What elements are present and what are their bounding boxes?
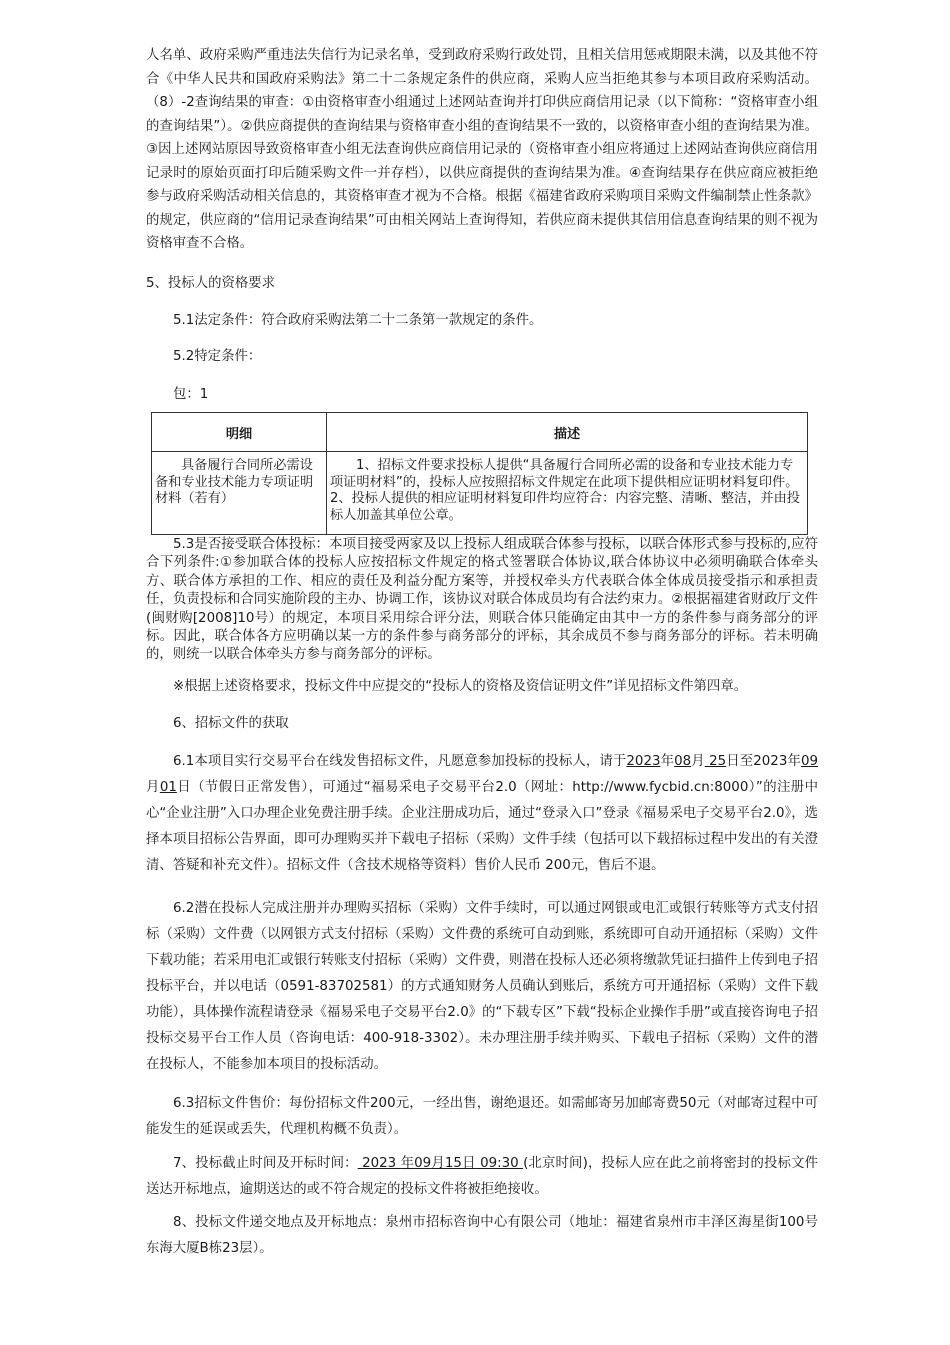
deadline-month: 09 — [414, 1156, 432, 1171]
deadline-time: 09:30 — [475, 1156, 524, 1171]
item-5-1: 5.1法定条件：符合政府采购法第二十二条第一款规定的条件。 — [173, 313, 543, 328]
section5-heading: 5、投标人的资格要求 — [146, 276, 276, 291]
deadline-month-sep: 月 — [431, 1156, 445, 1171]
section8-location: 8、投标文件递交地点及开标地点：泉州市招标咨询中心有限公司（地址：福建省泉州市丰泽区海星街100号东海大厦B栋23层）。 — [146, 1215, 818, 1256]
end-day: 01 — [159, 780, 177, 795]
table-header-row — [152, 413, 808, 452]
table-cell-desc: 1、招标文件要求投标人提供“具备履行合同所必需的设备和专业技术能力专项证明材料”的，投标人应按照招标文件规定在此项下提供相应证明材料复印件。 2、投标人提供的相应证明材料复印件均应符合：内容完整、清晰、整洁，并由投标人加盖其单位公章。 — [327, 452, 808, 535]
deadline-year: 2023 — [357, 1156, 401, 1171]
end-month: 09 — [800, 754, 818, 769]
table-header-desc: 描述 — [327, 413, 808, 452]
section7-rest: (北京时间)，投标人应在此之前将密封的投标文件送达开标地点，逾期送达的或不符合规定的投标文件将被拒绝接收。 — [146, 1156, 819, 1197]
item-6-1-rest: 日（节假日正常发售），可通过“福易采电子交易平台2.0（网址：http://www.fycbid.cn:8000）”的注册中心“企业注册”入口办理企业免费注册手续。企业注册成功后，通过“登录入口”登录《福易采电子交易平台2.0》，选择本项目招标公告界面，即可办理购买并下载电子招标（采购）文件手续（包括可以下载招标过程中发出的有关澄清、答疑和补充文件）。招标文件（含技术规格等资料）售价人民币 200元，售后不退。 — [146, 780, 819, 873]
package-label: 包：1 — [173, 387, 209, 402]
deadline-year-sep: 年 — [400, 1156, 415, 1171]
qualification-table — [151, 412, 808, 535]
table-row — [152, 452, 808, 535]
year-sep: 年 — [660, 754, 675, 769]
item-6-3: 6.3招标文件售价：每份招标文件200元，一经出售，谢绝退还。如需邮寄另加邮寄费50元（对邮寄过程中可能发生的延误或丢失，代理机构概不负责）。 — [146, 1096, 818, 1137]
table-cell-detail: 具备履行合同所必需设备和专业技术能力专项证明材料（若有） — [152, 452, 327, 535]
item-5-2: 5.2特定条件： — [173, 349, 262, 364]
section7-deadline — [146, 1151, 818, 1203]
qualification-note: ※根据上述资格要求，投标文件中应提交的“投标人的资格及资信证明文件”详见招标文件第四章。 — [173, 679, 748, 694]
deadline-day: 15 — [444, 1156, 462, 1171]
range-sep: 日至2023年 — [726, 754, 801, 769]
section7-label: 7、投标截止时间及开标时间： — [173, 1156, 358, 1171]
month-sep-2: 月 — [146, 780, 160, 795]
start-day: 25 — [704, 754, 727, 769]
item-6-1-text: 6.1本项目实行交易平台在线发售招标文件，凡愿意参加投标的投标人，请于 — [173, 754, 627, 769]
item-5-3: 5.3是否接受联合体投标：本项目接受两家及以上投标人组成联合体参与投标，以联合体形式参与投标的,应符合下列条件:①参加联合体的投标人应按招标文件规定的格式签署联合体协议,联合体协议中必须明确联合体牵头方、联合体方承担的工作、相应的责任及利益分配方案等，并授权牵头方代表联合体全体成员接受指示和承担责任，负责投标和合同实施阶段的主办、协调工作，该协议对联合体成员均有合法约束力。②根据福建省财政厅文件(闽财购[2008]10号）的规定，本项目采用综合评分法，则联合体只能确定由其中一方的条件参与商务部分的评标。因此，联合体各方应明确以某一方的条件参与商务部分的评标，其余成员不参与商务部分的评标。若未明确的，则统一以联合体牵头方参与商务部分的评标。 — [146, 537, 818, 663]
intro-paragraph: 人名单、政府采购严重违法失信行为记录名单，受到政府采购行政处罚，且相关信用惩戒期限未满，以及其他不符合《中华人民共和国政府采购法》第二十二条规定条件的供应商，采购人应当拒绝其参与本项目政府采购活动。（8）-2查询结果的审查：①由资格审查小组通过上述网站查询并打印供应商信用记录（以下简称：“资格审查小组的查询结果”）。②供应商提供的查询结果与资格审查小组的查询结果不一致的，以资格审查小组的查询结果为准。③因上述网站原因导致资格审查小组无法查询供应商信用记录的（资格审查小组应将通过上述网站查询供应商信用记录时的原始页面打印后随采购文件一并存档），以供应商提供的查询结果为准。④查询结果存在供应商应被拒绝参与政府采购活动相关信息的，其资格审查才视为不合格。根据《福建省政府采购项目采购文件编制禁止性条款》的规定，供应商的“信用记录查询结果”可由相关网站上查询得知，若供应商未提供其信用信息查询结果的则不视为资格审查不合格。 — [146, 48, 818, 251]
start-year: 2023 — [626, 754, 661, 769]
month-sep: 月 — [691, 754, 705, 769]
start-month: 08 — [674, 754, 692, 769]
table-header-detail: 明细 — [152, 413, 327, 452]
item-6-1 — [146, 749, 818, 879]
deadline-day-sep: 日 — [461, 1156, 476, 1171]
section6-heading: 6、招标文件的获取 — [173, 716, 289, 731]
item-6-2: 6.2潜在投标人完成注册并办理购买招标（采购）文件手续时，可以通过网银或电汇或银行转账等方式支付招标（采购）文件费（以网银方式支付招标（采购）文件费的系统可自动到账，系统即可自动开通招标（采购）文件下载功能；若采用电汇或银行转账支付招标（采购）文件费，则潜在投标人还必须将缴款凭证扫描件上传到电子招投标平台，并以电话（0591-83702581）的方式通知财务人员确认到账后，系统方可开通招标（采购）文件下载功能），具体操作流程请登录《福易采电子交易平台2.0》的“下载专区”下载“投标企业操作手册”或直接咨询电子招投标交易平台工作人员（咨询电话：400-918-3302）。未办理注册手续并购买、下载电子招标（采购）文件的潜在投标人，不能参加本项目的投标活动。 — [146, 901, 818, 1072]
